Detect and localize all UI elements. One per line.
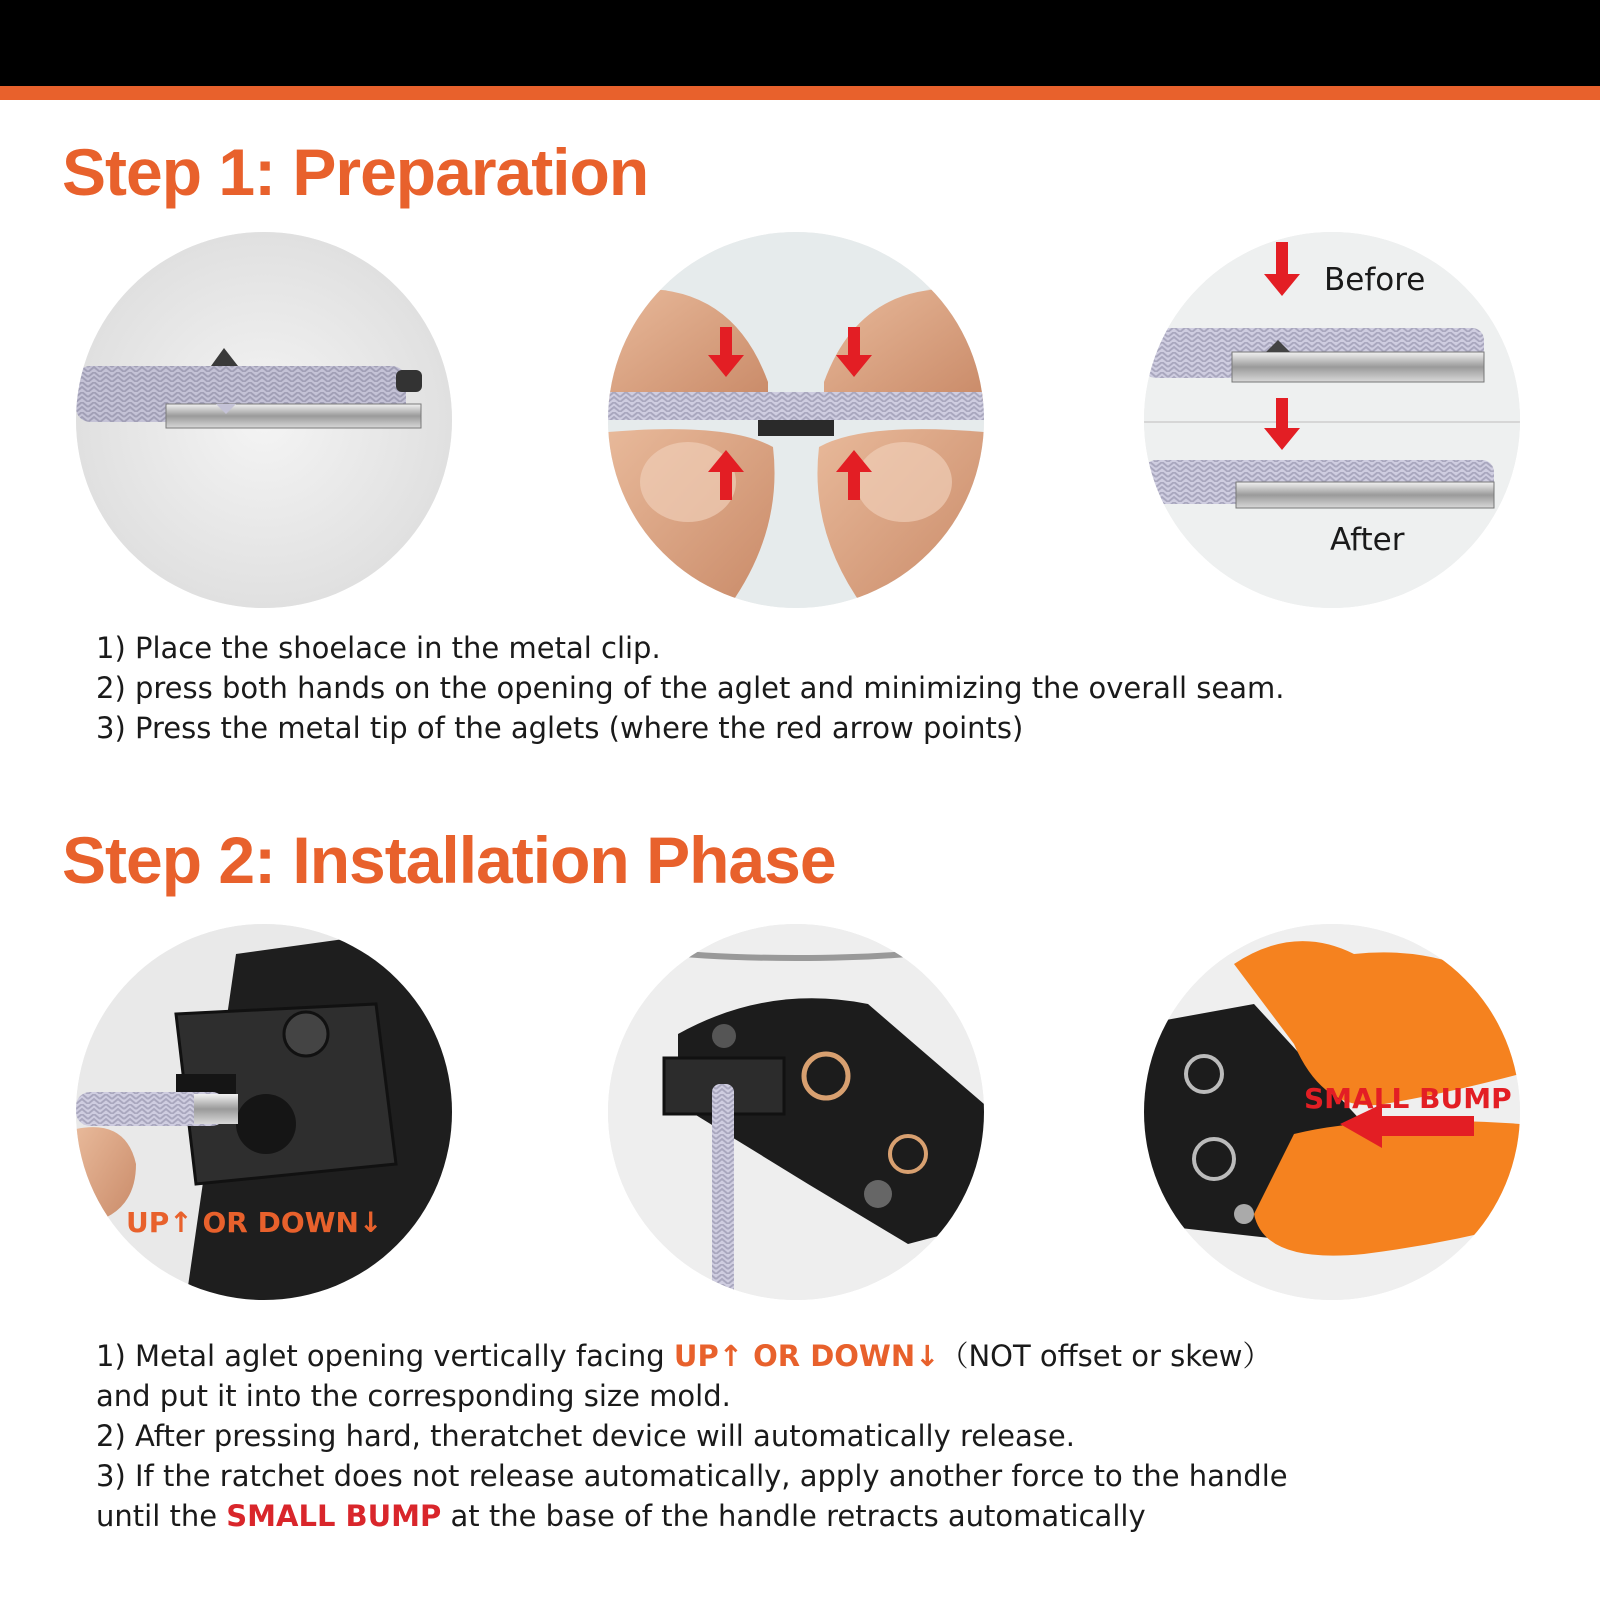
header-bar <box>0 0 1600 86</box>
step2-instruction-1-post: （NOT offset or skew） <box>939 1339 1272 1373</box>
step2-instruction-2: 2) After pressing hard, theratchet device will automatically release. <box>96 1419 1075 1453</box>
image-crimper-handles <box>1144 924 1520 1300</box>
up-or-down-label: UP↑ OR DOWN↓ <box>126 1206 383 1239</box>
step1-title: Step 1: Preparation <box>62 135 649 209</box>
crimper-with-lace-illustration <box>608 924 984 1300</box>
image-crimper-with-lace <box>608 924 984 1300</box>
step2-instruction-3-cont <box>96 1496 1146 1536</box>
aglet-clip-illustration <box>76 232 452 608</box>
crimper-mold-illustration <box>76 924 452 1300</box>
image-fingers-pressing <box>608 232 984 608</box>
image-aglet-clip <box>76 232 452 608</box>
fingers-pressing-illustration <box>608 232 984 608</box>
before-label: Before <box>1324 262 1426 298</box>
step2-instruction-3-pre: until the <box>96 1499 227 1533</box>
step2-instruction-1-pre: 1) Metal aglet opening vertically facing <box>96 1339 674 1373</box>
step2-instruction-3-post: at the base of the handle retracts automatically <box>441 1499 1146 1533</box>
step1-instruction-2: 2) press both hands on the opening of the aglet and minimizing the overall seam. <box>96 671 1285 705</box>
step2-instruction-1-cont: and put it into the corresponding size mold. <box>96 1379 731 1413</box>
step1-instruction-1: 1) Place the shoelace in the metal clip. <box>96 631 661 665</box>
image-before-after <box>1144 232 1520 608</box>
small-bump-highlight: SMALL BUMP <box>226 1499 442 1533</box>
up-or-down-highlight: UP↑ OR DOWN↓ <box>673 1339 940 1373</box>
step1-instruction-3: 3) Press the metal tip of the aglets (where the red arrow points) <box>96 711 1024 745</box>
step2-title: Step 2: Installation Phase <box>62 823 836 897</box>
step2-instruction-1 <box>96 1336 1272 1376</box>
header-accent-rule <box>0 86 1600 100</box>
small-bump-label: SMALL BUMP <box>1304 1082 1512 1115</box>
after-label: After <box>1330 522 1405 558</box>
step2-instruction-3: 3) If the ratchet does not release automatically, apply another force to the handle <box>96 1459 1288 1493</box>
image-crimper-mold <box>76 924 452 1300</box>
